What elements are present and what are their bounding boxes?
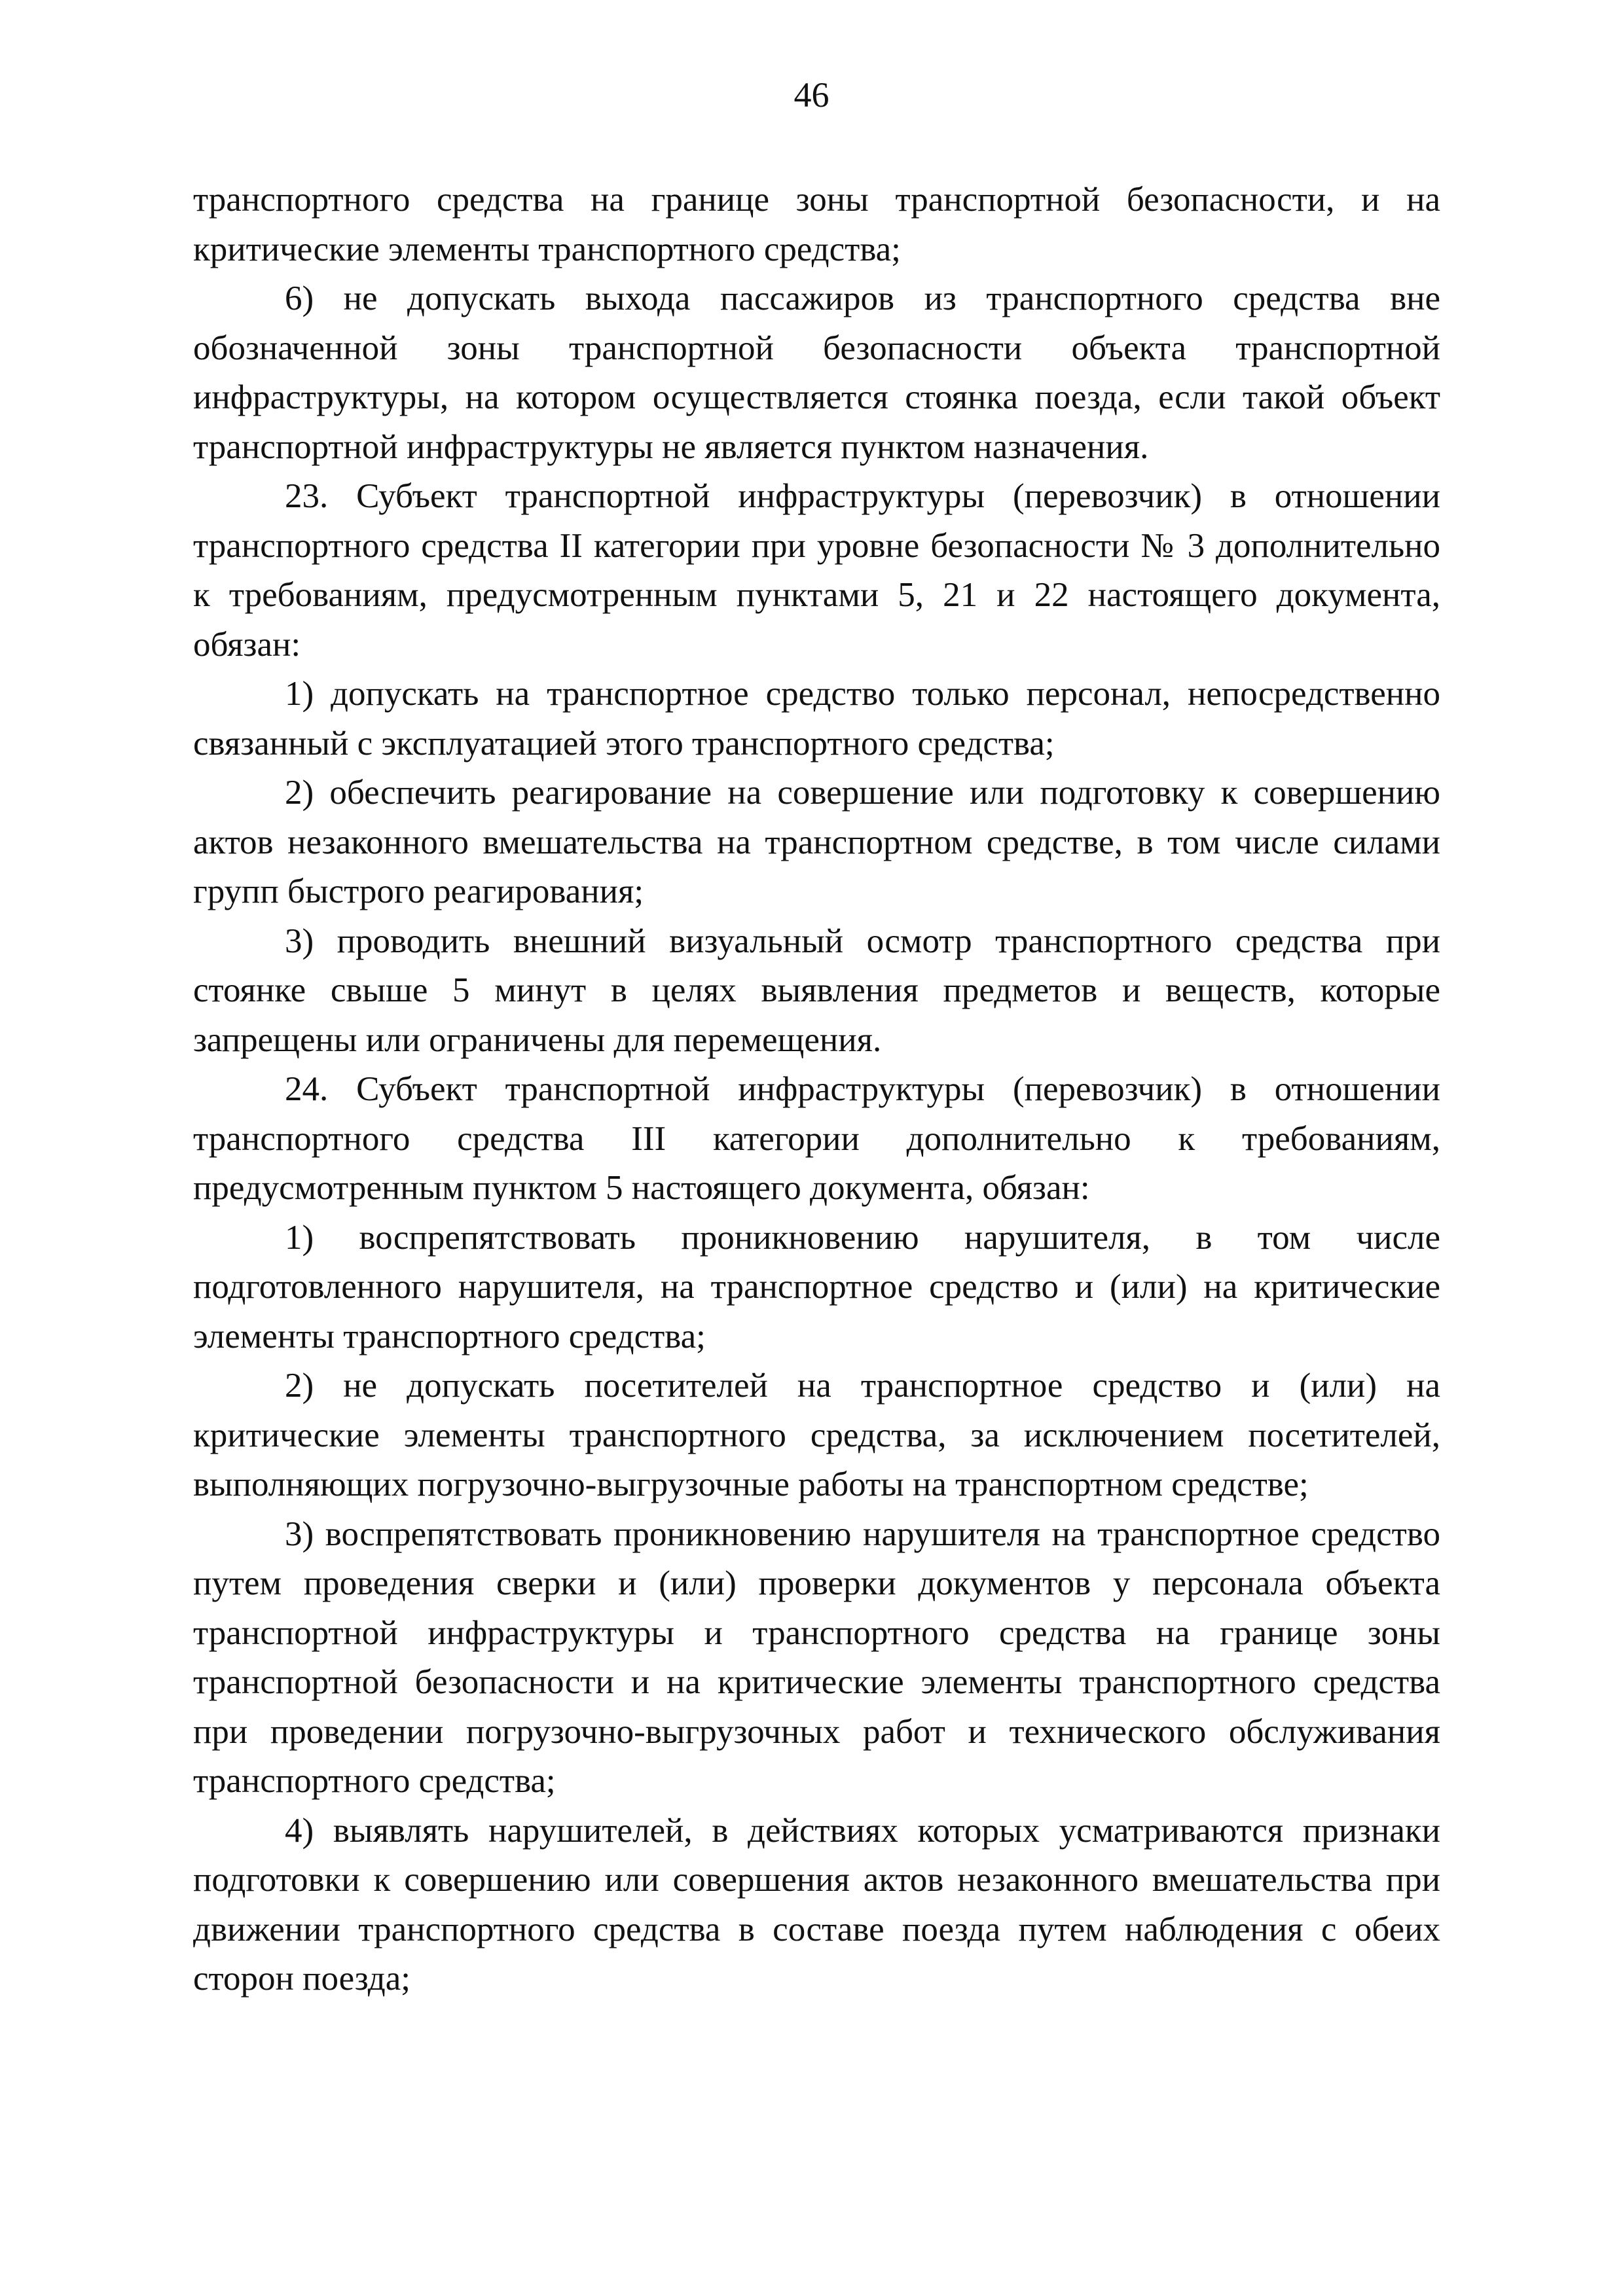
document-body xyxy=(193,175,1440,2004)
page-number: 46 xyxy=(793,75,830,115)
paragraph-section-24-item-2: 2) не допускать посетителей на транспортное средство и (или) на критические элементы транспортного средства, за исключением посетителей, выполняющих погрузочно-выгрузочные работы на транспортном средстве; xyxy=(193,1367,1440,1503)
paragraph-section-24-item-1: 1) воспрепятствовать проникновению нарушителя, в том числе подготовленного нарушителя, на транспортное средство и (или) на критические элементы транспортного средства; xyxy=(193,1218,1440,1355)
paragraph-section-24-item-3: 3) воспрепятствовать проникновению нарушителя на транспортное средство путем проведения сверки и (или) проверки документов у персонала объекта транспортной инфраструктуры и транспортного средства на границе зоны транспортной безопасности и на критические элементы транспортного средства при проведении погрузочно-выгрузочных работ и технического обслуживания транспортного средства; xyxy=(193,1515,1440,1800)
paragraph-section-23-item-1: 1) допускать на транспортное средство только персонал, непосредственно связанный с эксплуатацией этого транспортного средства; xyxy=(193,675,1440,762)
paragraph-continuation: транспортного средства на границе зоны транспортной безопасности, и на критические элементы транспортного средства; xyxy=(193,181,1440,268)
paragraph-section-23: 23. Субъект транспортной инфраструктуры (перевозчик) в отношении транспортного средства II категории при уровне безопасности № 3 дополнительно к требованиям, предусмотренным пунктами 5, 21 и 22 настоящего документа, обязан: xyxy=(193,477,1440,664)
paragraph-section-24-item-4: 4) выявлять нарушителей, в действиях которых усматриваются признаки подготовки к совершению или совершения актов незаконного вмешательства при движении транспортного средства в составе поезда путем наблюдения с обеих сторон поезда; xyxy=(193,1811,1440,1998)
paragraph-section-24: 24. Субъект транспортной инфраструктуры (перевозчик) в отношении транспортного средства III категории дополнительно к требованиям, предусмотренным пунктом 5 настоящего документа, обязан: xyxy=(193,1070,1440,1207)
paragraph-section-23-item-3: 3) проводить внешний визуальный осмотр транспортного средства при стоянке свыше 5 минут в целях выявления предметов и веществ, которые запрещены или ограничены для перемещения. xyxy=(193,922,1440,1059)
paragraph-section-23-item-2: 2) обеспечить реагирование на совершение или подготовку к совершению актов незаконного вмешательства на транспортном средстве, в том числе силами групп быстрого реагирования; xyxy=(193,774,1440,910)
paragraph-item-6: 6) не допускать выхода пассажиров из транспортного средства вне обозначенной зоны транспортной безопасности объекта транспортной инфраструктуры, на котором осуществляется стоянка поезда, если такой объект транспортной инфраструктуры не является пунктом назначения. xyxy=(193,279,1440,466)
